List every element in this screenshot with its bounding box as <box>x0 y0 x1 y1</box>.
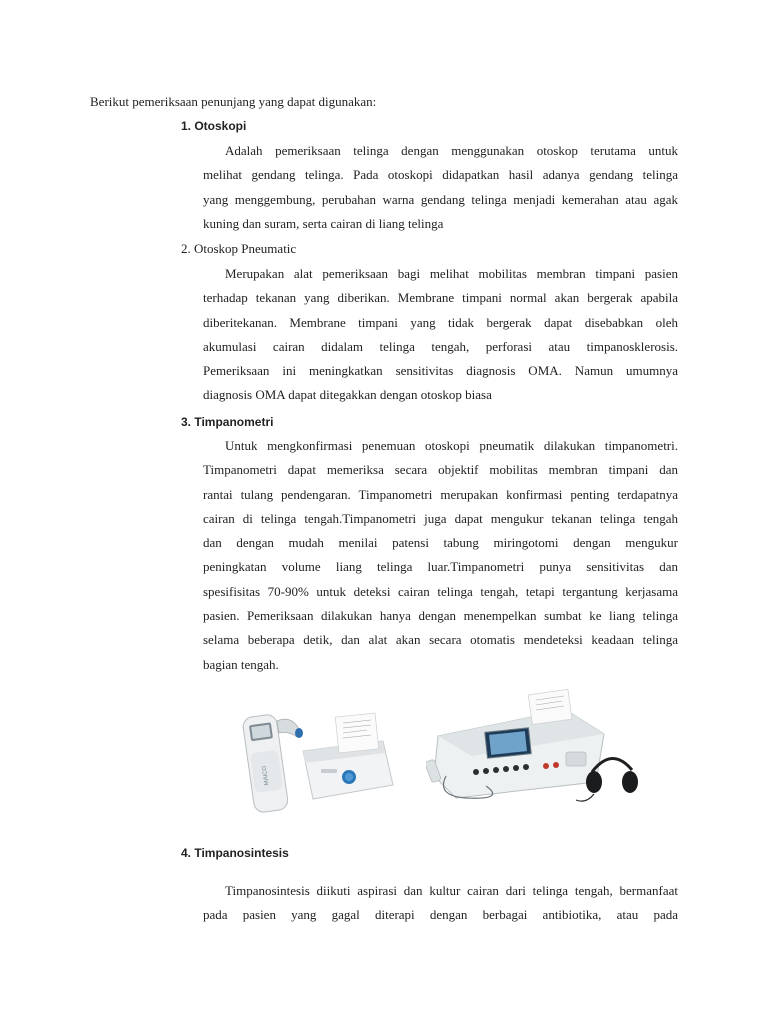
paragraph-line: diagnosis OMA dapat ditegakkan dengan otoskop biasa <box>203 387 492 403</box>
paragraph-line: selama beberapa detik, dan alat akan secara otomatis mendeteksi keadaan telinga <box>203 632 678 648</box>
tympanometer-desktop-image <box>426 686 646 806</box>
section-paragraph-timpanometri <box>203 434 678 677</box>
intro-text: Berikut pemeriksaan penunjang yang dapat digunakan: <box>90 94 377 109</box>
section-heading-timpanosintesis: 4. Timpanosintesis <box>181 846 289 860</box>
paragraph-line: diberitekanan. Membrane timpani yang tidak bergerak dapat disebabkan oleh <box>203 314 678 330</box>
paragraph-line: cairan di telinga tengah.Timpanometri juga dapat mengukur tekanan telinga tengah <box>203 510 678 526</box>
section-heading-otoskopi: 1. Otoskopi <box>181 119 247 133</box>
paragraph-line: dan dengan mudah menilai patensi tabung miringotomi dengan mengukur <box>203 535 678 551</box>
paragraph-line: bagian tengah. <box>203 656 279 672</box>
tympanometer-handheld-image <box>233 693 411 813</box>
paragraph-line: Pemeriksaan ini meningkatkan sensitivitas diagnosis OMA. Namun umumnya <box>203 363 678 379</box>
paragraph-line: pada pasien yang gagal diterapi dengan berbagai antibiotika, atau pada <box>203 907 678 923</box>
paragraph-line: pasien. Pemeriksaan dilakukan hanya dengan menempelkan sumbat ke liang telinga <box>203 608 678 624</box>
paragraph-line: terhadap tekanan yang diberikan. Membrane timpani normal akan bergerak apabila <box>203 290 678 306</box>
paragraph-line: rantai tulang pendengaran. Timpanometri merupakan konfirmasi penting terdapatnya <box>203 486 678 502</box>
section-paragraph-otoskopi <box>203 139 678 236</box>
paragraph-line: Merupakan alat pemeriksaan bagi melihat mobilitas membran timpani pasien <box>225 266 678 281</box>
section-paragraph-otoskop-pneumatic <box>203 262 678 408</box>
paragraph-line: spesifisitas 70-90% untuk deteksi cairan telinga tengah, tetapi tergantung kerjasama <box>203 583 678 599</box>
paragraph-line: melihat gendang telinga. Pada otoskopi didapatkan hasil adanya gendang telinga <box>203 167 678 183</box>
section-heading-timpanometri: 3. Timpanometri <box>181 415 274 429</box>
paragraph-line: akumulasi cairan didalam telinga tengah, perforasi atau timpanosklerosis. <box>203 338 678 354</box>
svg-text:MAICO: MAICO <box>261 765 271 786</box>
section-paragraph-timpanosintesis <box>203 879 678 928</box>
paragraph-line: peningkatan volume liang telinga luar.Timpanometri punya sensitivitas dan <box>203 559 678 575</box>
paragraph-line: Timpanometri dapat memeriksa secara objektif mobilitas membran timpani dan <box>203 462 678 478</box>
paragraph-line: Timpanosintesis diikuti aspirasi dan kultur cairan dari telinga tengah, bermanfaat <box>225 883 678 898</box>
paragraph-line: Adalah pemeriksaan telinga dengan menggunakan otoskop terutama untuk <box>225 143 678 158</box>
paragraph-line: Untuk mengkonfirmasi penemuan otoskopi pneumatik dilakukan timpanometri. <box>225 438 678 453</box>
section-heading-otoskop-pneumatic: 2. Otoskop Pneumatic <box>181 241 297 256</box>
paragraph-line: kuning dan suram, serta cairan di liang telinga <box>203 215 444 231</box>
paragraph-line: yang menggembung, perubahan warna gendang telinga menjadi kemerahan atau agak <box>203 191 678 207</box>
